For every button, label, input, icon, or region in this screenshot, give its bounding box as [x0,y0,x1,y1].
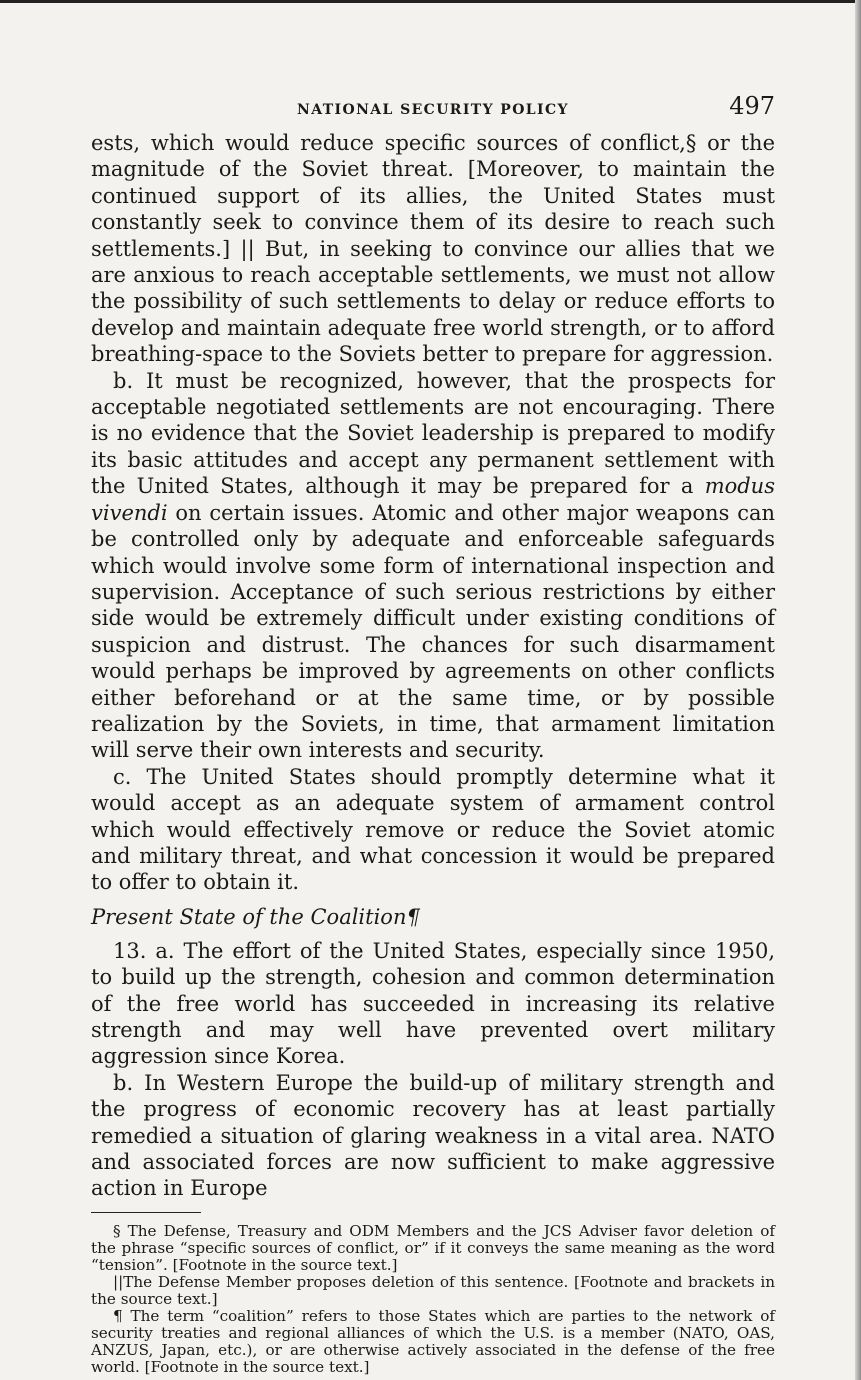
paragraph-12c: c. The United States should promptly determine what it would accept as an adequate system of armament control which would effectively remove or reduce the Soviet atomic and military threat, and what concession it would be prepared to offer to obtain it. [91,764,775,895]
footnote-rule [91,1212,201,1213]
paragraph-12b-italic: modus vivendi [91,474,775,525]
running-header [91,90,775,130]
footnote-section-sign: § The Defense, Treasury and ODM Members and the JCS Adviser favor deletion of the phrase “specific sources of conflict, or” if it conveys the same meaning as the word “tension”. [Footnote in the source text.] [91,1221,775,1274]
running-title: NATIONAL SECURITY POLICY [297,102,569,118]
page-number: 497 [729,92,775,120]
footnote-pilcrow: ¶ The term “coalition” refers to those States which are parties to the network of security treaties and regional alliances of which the U.S. is a member (NATO, OAS, ANZUS, Japan, etc.), or are otherwise actively associated in the defense of the free world. [Footnote in the source text.] [91,1306,775,1376]
section-heading: Present State of the Coalition¶ [91,904,420,929]
page-right-edge [855,0,861,1380]
document-page [91,90,775,1376]
footnote-parallel: ||The Defense Member proposes deletion of this sentence. [Footnote and brackets in the source text.] [91,1272,775,1308]
page-top-edge [0,0,861,3]
paragraph-12b-part2: on certain issues. Atomic and other major weapons can be controlled only by adequate and enforceable safeguards which would involve some form of international inspection and supervision. Acceptance of such serious restrictions by either side would be extremely difficult under existing conditions of suspicion and distrust. The chances for such disarmament would perhaps be improved by agreements on other conflicts either beforehand or at the same time, or by possible realization by the Soviets, in time, that armament limitation will serve their own interests and security. [91,500,775,763]
paragraph-13b: b. In Western Europe the build-up of military strength and the progress of economic recovery has at least partially remedied a situation of glaring weakness in a vital area. NATO and associated forces are now sufficient to make aggressive action in Europe [91,1070,775,1201]
paragraph-continuation: ests, which would reduce specific sources of conflict,§ or the magnitude of the Soviet threat. [Moreover, to maintain the continued support of its allies, the United States must constantly seek to convince them of its desire to reach such settlements.] || But, in seeking to convince our allies that we are anxious to reach acceptable settlements, we must not allow the possibility of such settlements to delay or reduce efforts to develop and maintain adequate free world strength, or to afford breathing-space to the Soviets better to prepare for aggression. [91,131,775,367]
paragraph-12b-part1: b. It must be recognized, however, that the prospects for acceptable negotiated settlements are not encouraging. There is no evidence that the Soviet leadership is prepared to modify its basic attitudes and accept any permanent settlement with the United States, although it may be prepared for a [91,368,775,499]
paragraph-12b [91,368,775,764]
paragraph-13a: 13. a. The effort of the United States, especially since 1950, to build up the strength, cohesion and common determination of the free world has succeeded in increasing its relative strength and may well have prevented overt military aggression since Korea. [91,938,775,1069]
body-text [91,130,775,1202]
footnotes [91,1223,775,1376]
